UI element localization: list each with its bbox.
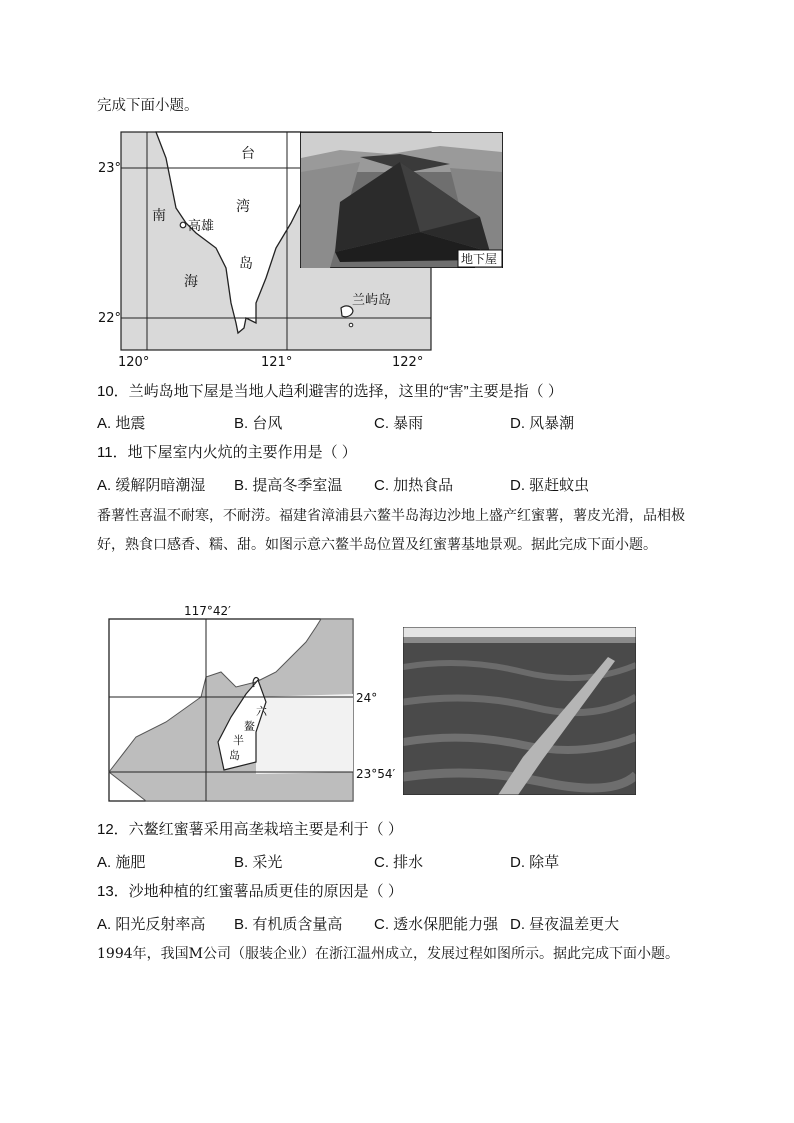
sea-char-2: 海 bbox=[184, 274, 198, 290]
passage-m-company: 1994年，我国M公司（服装企业）在浙江温州成立，发展过程如图所示。据此完成下面小题。 bbox=[97, 946, 679, 962]
lanyu-label: 兰屿岛 bbox=[352, 293, 392, 308]
q11-option-a: A. 缓解阴暗潮湿 bbox=[97, 477, 206, 494]
sweet-potato-field-photo bbox=[403, 627, 636, 795]
lon-120-label: 120° bbox=[118, 355, 150, 370]
question-11-stem: 11．地下屋室内火炕的主要作用是（ ） bbox=[97, 444, 357, 461]
lon-117-42-label: 117°42′ bbox=[184, 604, 231, 618]
kaohsiung-point bbox=[180, 222, 186, 228]
lat-23-label: 23° bbox=[98, 161, 122, 176]
q13-option-c: C. 透水保肥能力强 bbox=[374, 916, 499, 933]
liuao-map-figure bbox=[106, 602, 396, 802]
lat-24-label: 24° bbox=[356, 691, 378, 705]
q12-option-c: C. 排水 bbox=[374, 854, 424, 871]
q12-option-a: A. 施肥 bbox=[97, 854, 146, 871]
q10-option-c: C. 暴雨 bbox=[374, 415, 424, 432]
q11-option-c: C. 加热食品 bbox=[374, 477, 454, 494]
q12-option-b: B. 采光 bbox=[234, 854, 283, 871]
q10-option-a: A. 地震 bbox=[97, 415, 146, 432]
sea-char-1: 南 bbox=[152, 208, 166, 224]
intro-line: 完成下面小题。 bbox=[97, 98, 199, 114]
small-islet bbox=[349, 323, 353, 327]
passage-sweet-potato: 番薯性喜温不耐寒，不耐涝。福建省漳浦县六鳌半岛海边沙地上盛产红蜜薯，薯皮光滑，品相极好，熟食口感香、糯、甜。如图示意六鳌半岛位置及红蜜薯基地景观。据此完成下面小题。 bbox=[97, 508, 685, 553]
question-13-stem: 13．沙地种植的红蜜薯品质更佳的原因是（ ） bbox=[97, 883, 403, 900]
q10-option-b: B. 台风 bbox=[234, 415, 283, 432]
lon-122-label: 122° bbox=[392, 355, 424, 370]
q13-option-b: B. 有机质含量高 bbox=[234, 916, 343, 933]
q13-option-a: A. 阳光反射率高 bbox=[97, 916, 206, 933]
q13-option-d: D. 昼夜温差更大 bbox=[510, 916, 620, 933]
island-char-3: 岛 bbox=[239, 256, 253, 272]
q12-option-d: D. 除草 bbox=[510, 854, 560, 871]
q11-option-d: D. 驱赶蚊虫 bbox=[510, 477, 590, 494]
island-char-2: 湾 bbox=[236, 199, 250, 215]
q10-option-d: D. 风暴潮 bbox=[510, 415, 575, 432]
lat-22-label: 22° bbox=[98, 311, 122, 326]
lat-23-54-label: 23°54′ bbox=[356, 767, 396, 781]
peninsula-char-2: 鳌 bbox=[244, 720, 255, 733]
peninsula-char-1: 六 bbox=[256, 705, 267, 718]
question-12-stem: 12．六鳌红蜜薯采用高垄栽培主要是利于（ ） bbox=[97, 821, 403, 838]
peninsula-char-3: 半 bbox=[233, 734, 244, 747]
lon-121-label: 121° bbox=[261, 355, 293, 370]
question-10-stem: 10．兰屿岛地下屋是当地人趋利避害的选择，这里的“害”主要是指（ ） bbox=[97, 383, 563, 400]
underground-house-photo bbox=[300, 132, 503, 268]
q11-option-b: B. 提高冬季室温 bbox=[234, 477, 343, 494]
photo-caption: 地下屋 bbox=[461, 252, 498, 266]
kaohsiung-label: 高雄 bbox=[188, 219, 215, 234]
island-char-1: 台 bbox=[241, 146, 255, 162]
peninsula-char-4: 岛 bbox=[229, 749, 240, 762]
